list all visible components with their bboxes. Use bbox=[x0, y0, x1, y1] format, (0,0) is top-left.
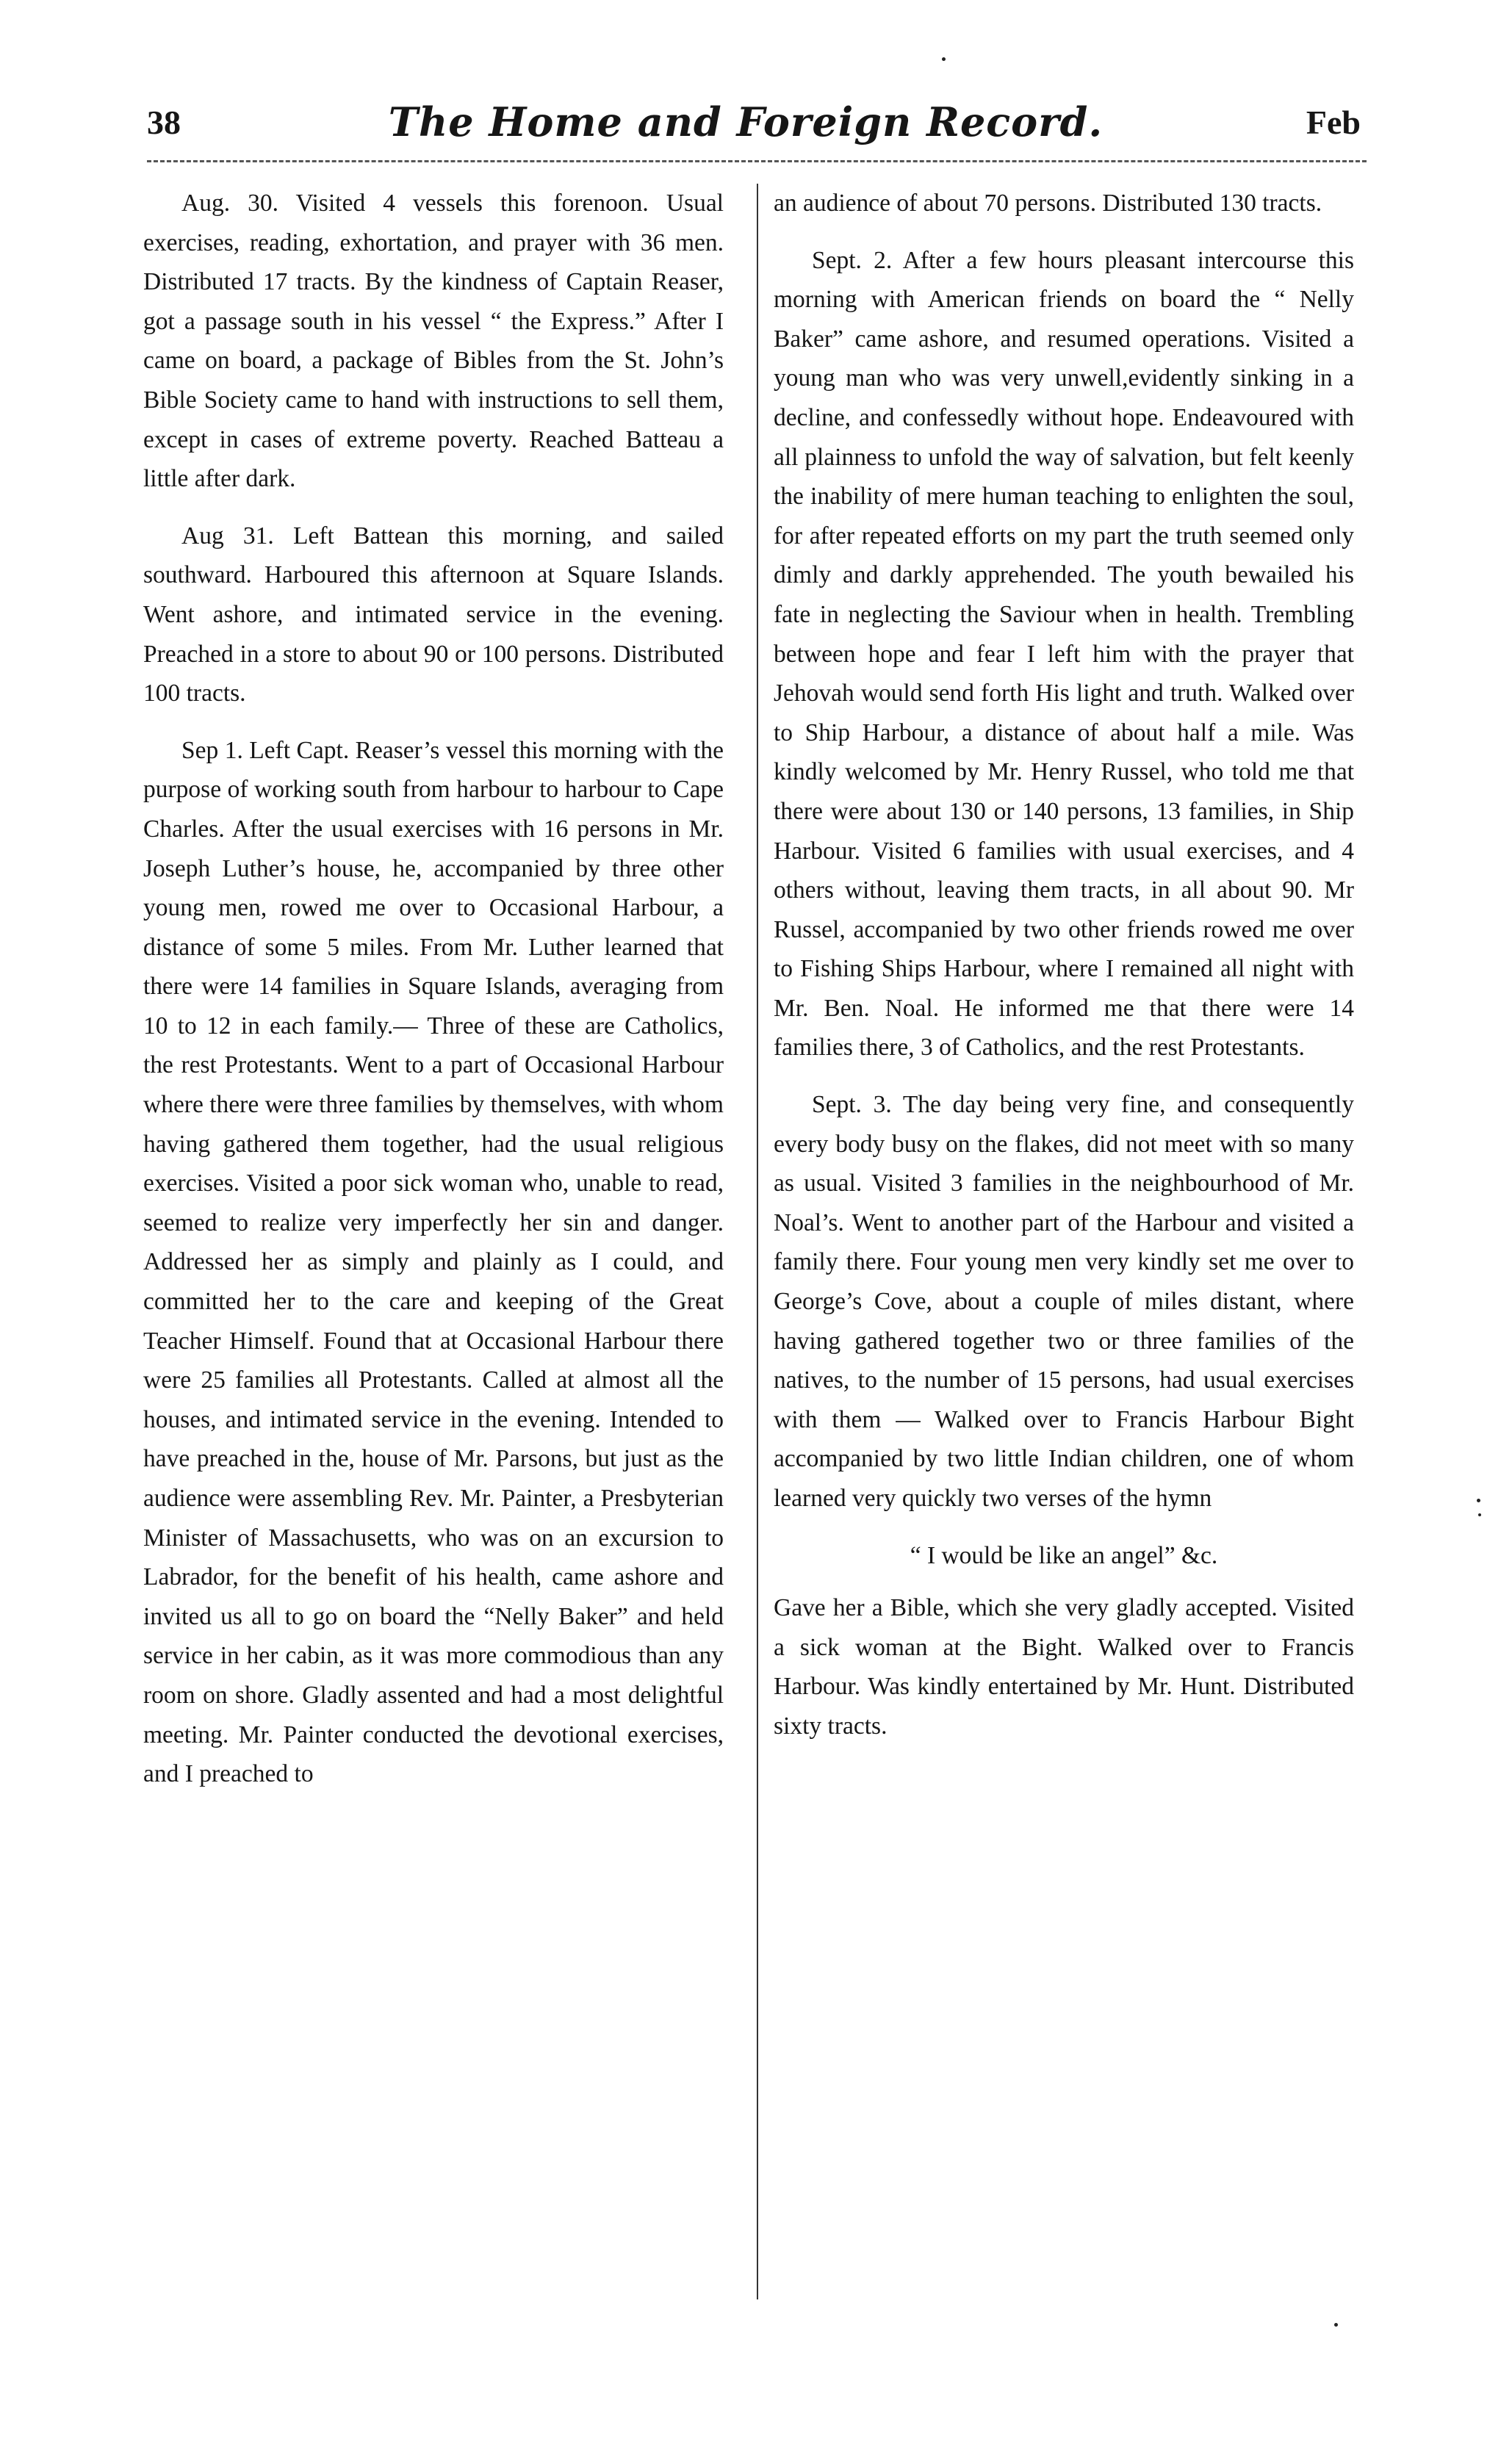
print-speck bbox=[1334, 2323, 1338, 2327]
entry-aug-30: Aug. 30. Visited 4 vessels this forenoon. Usual exercises, reading, exhortation, and prayer with 36 men. Distributed 17 tracts. By the kindness of Captain Reaser, got a passage south in his vessel “ the Express.” After I came on board, a package of Bibles from the St. John’s Bible Society came to hand with instructions to sell them, except in cases of extreme poverty. Reached Batteau a little after dark. bbox=[143, 190, 724, 493]
hymn-quote: “ I would be like an angel” &c. bbox=[910, 1541, 1218, 1569]
column-divider bbox=[757, 184, 758, 2299]
print-speck bbox=[1478, 1513, 1481, 1516]
entry-sep-1-continued: an audience of about 70 persons. Distributed 130 tracts. bbox=[774, 190, 1322, 217]
left-column bbox=[143, 184, 724, 1794]
print-speck bbox=[1477, 1499, 1480, 1502]
entry-sept-3: Sept. 3. The day being very fine, and consequently every body busy on the flakes, did not meet with so many as usual. Visited 3 families in the neighbourhood of Mr. Noal’s. Went to another part of the Harbour and visited a family there. Four young men very kindly set me over to George’s Cove, about a couple of miles distant, where having gathered together two or three families of the natives, to the number of 15 persons, had usual exercises with them — Walked over to Francis Harbour Bight accompanied by two little Indian children, one of whom learned very quickly two verses of the hymn bbox=[774, 1091, 1354, 1512]
entry-sept-3-closing: Gave her a Bible, which she very gladly accepted. Visited a sick woman at the Bight. Walked over to Francis Harbour. Was kindly entertained by Mr. Hunt. Distributed sixty tracts. bbox=[774, 1594, 1354, 1740]
entry-sept-2: Sept. 2. After a few hours pleasant intercourse this morning with American friends on board the “ Nelly Baker” came ashore, and resumed operations. Visited a young man who was very unwell,evidently sinking in a decline, and confessedly without hope. Endeavoured with all plainness to unfold the way of salvation, but felt keenly the inability of mere human teaching to enlighten the soul, for after repeated efforts on my part the truth seemed only dimly and darkly apprehended. The youth bewailed his fate in neglecting the Saviour when in health. Trembling between hope and fear I left him with the prayer that Jehovah would send forth His light and truth. Walked over to Ship Harbour, a distance of about half a mile. Was kindly welcomed by Mr. Henry Russel, who told me that there were about 130 or 140 persons, 13 families, in Ship Harbour. Visited 6 families with usual exercises, and 4 others without, leaving them tracts, in all about 90. Mr Russel, accompanied by two other friends rowed me over to Fishing Ships Harbour, where I remained all night with Mr. Ben. Noal. He informed me that there were 14 families there, 3 of Catholics, and the rest Protestants. bbox=[774, 246, 1354, 1062]
right-column bbox=[774, 184, 1354, 1746]
entry-aug-31: Aug 31. Left Battean this morning, and sailed southward. Harboured this afternoon at Square Islands. Went ashore, and intimated service in the evening. Preached in a store to about 90 or 100 persons. Distributed 100 tracts. bbox=[143, 522, 724, 707]
print-speck bbox=[942, 57, 946, 61]
header-rule bbox=[147, 160, 1367, 162]
page-number: 38 bbox=[147, 104, 181, 141]
running-title: The Home and Foreign Record. bbox=[388, 98, 1104, 145]
month-label: Feb bbox=[1306, 104, 1361, 141]
entry-sep-1: Sep 1. Left Capt. Reaser’s vessel this morning with the purpose of working south from harbour to harbour to Cape Charles. After the usual exercises with 16 persons in Mr. Joseph Luther’s house, he, accompanied by three other young men, rowed me over to Occasional Harbour, a distance of some 5 miles. From Mr. Luther learned that there were 14 families in Square Islands, averaging from 10 to 12 in each family.— Three of these are Catholics, the rest Protestants. Went to a part of Occasional Harbour where there were three families by themselves, with whom having gathered them together, had the usual religious exercises. Visited a poor sick woman who, unable to read, seemed to realize very imperfectly her sin and danger. Addressed her as simply and plainly as I could, and committed her to the care and keeping of the Great Teacher Himself. Found that at Occasional Harbour there were 25 families all Protestants. Called at almost all the houses, and intimated service in the evening. Intended to have preached in the, house of Mr. Parsons, but just as the audience were assembling Rev. Mr. Painter, a Presbyterian Minister of Massachusetts, who was on an excursion to Labrador, for the benefit of his health, came ashore and invited us all to go on board the “Nelly Baker” and held service in her cabin, as it was more commodious than any room on shore. Gladly assented and had a most delightful meeting. Mr. Painter conducted the devotional exercises, and I preached to bbox=[143, 736, 724, 1788]
page-header bbox=[147, 98, 1361, 162]
